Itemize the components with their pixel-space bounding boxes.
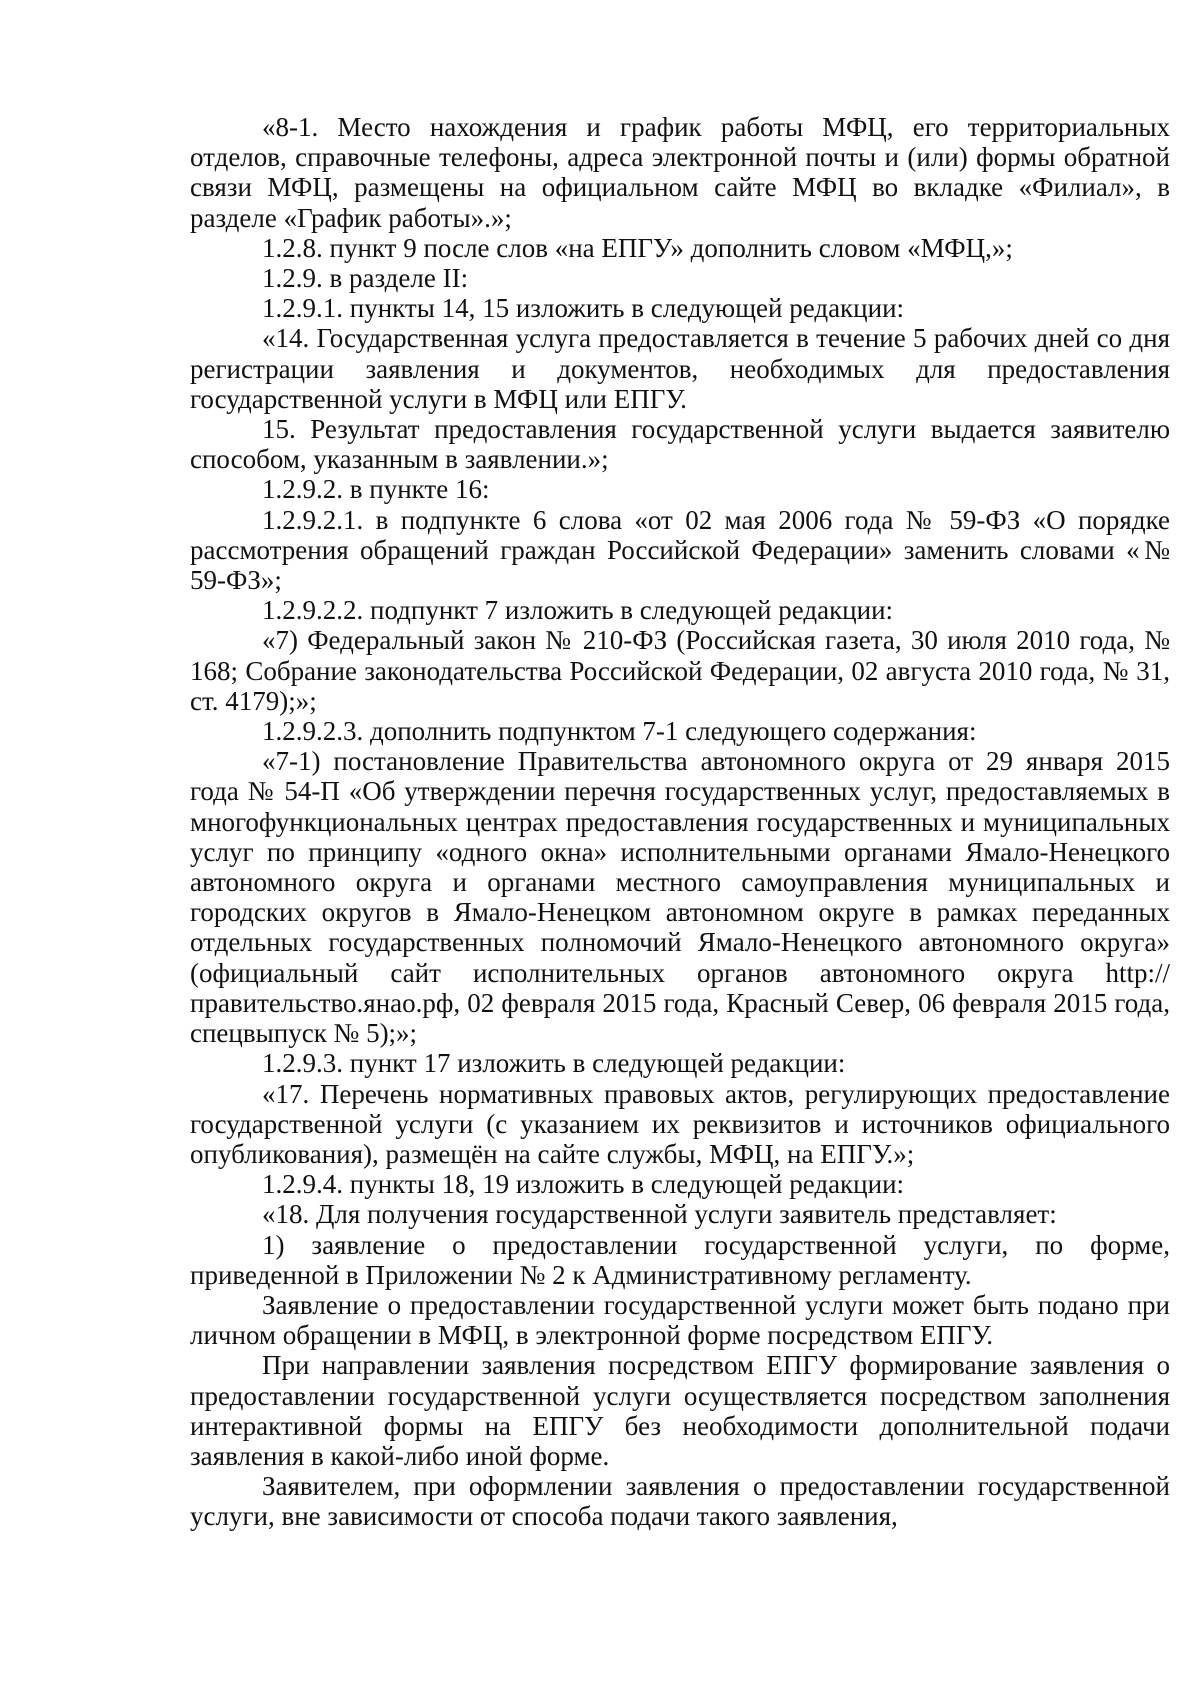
paragraph: «18. Для получения государственной услуги заявитель представляет:: [262, 1199, 1057, 1230]
paragraph: 1.2.9. в разделе II:: [262, 263, 469, 294]
paragraph: «8-1. Место нахождения и график работы МФЦ, его территориальных отделов, справочные телефоны, адреса электронной почты и (или) формы обратной связи МФЦ, размещены на официальном сайте МФЦ во вкладке «Филиал», в разделе «График работы».»;: [190, 112, 1170, 233]
document-page: [190, 112, 1170, 1532]
paragraph: «17. Перечень нормативных правовых актов, регулирующих предоставление государственной услуги (с указанием их реквизитов и источников официального опубликования), размещён на сайте службы, МФЦ, на ЕПГУ.»;: [190, 1078, 1170, 1169]
paragraph: 1.2.9.2.3. дополнить подпунктом 7-1 следующего содержания:: [262, 716, 977, 747]
paragraph: 1.2.9.2. в пункте 16:: [262, 474, 490, 505]
paragraph: 1.2.9.2.2. подпункт 7 изложить в следующей редакции:: [262, 595, 894, 626]
paragraph: 1.2.9.2.1. в подпункте 6 слова «от 02 мая 2006 года № 59-ФЗ «О порядке рассмотрения обращений граждан Российской Федерации» заменить словами «№ 59-ФЗ»;: [190, 504, 1170, 596]
paragraph: При направлении заявления посредством ЕПГУ формирование заявления о предоставлении государственной услуги осуществляется посредством заполнения интерактивной формы на ЕПГУ без необходимости дополнительной подачи заявления в какой-либо иной форме.: [190, 1350, 1170, 1471]
paragraph: 1.2.9.1. пункты 14, 15 изложить в следующей редакции:: [262, 293, 905, 324]
paragraph: 1.2.9.3. пункт 17 изложить в следующей редакции:: [262, 1048, 846, 1079]
paragraph: Заявление о предоставлении государственной услуги может быть подано при личном обращении в МФЦ, в электронной форме посредством ЕПГУ.: [190, 1289, 1170, 1351]
paragraph: «7-1) постановление Правительства автономного округа от 29 января 2015 года № 54-П «Об утверждении перечня государственных услуг, предоставляемых в многофункциональных центрах предоставления государственных и муниципальных услуг по принципу «одного окна» исполнительными органами Ямало-Ненецкого автономного округа и органами местного самоуправления муниципальных и городских округов в Ямало-Ненецком автономном округе в рамках переданных отдельных государственных полномочий Ямало-Ненецкого автономного округа» (официальный сайт исполнительных органов автономного округа http://правительство.янао.рф, 02 февраля 2015 года, Красный Север, 06 февраля 2015 года, спецвыпуск № 5);»;: [190, 746, 1170, 1049]
paragraph: 1.2.8. пункт 9 после слов «на ЕПГУ» дополнить словом «МФЦ,»;: [262, 232, 1013, 263]
paragraph: «14. Государственная услуга предоставляется в течение 5 рабочих дней со дня регистрации заявления и документов, необходимых для предоставления государственной услуги в МФЦ или ЕПГУ.: [190, 323, 1170, 414]
paragraph: Заявителем, при оформлении заявления о предоставлении государственной услуги, вне зависимости от способа подачи такого заявления,: [190, 1471, 1170, 1532]
paragraph: 15. Результат предоставления государственной услуги выдается заявителю способом, указанным в заявлении.»;: [190, 414, 1170, 475]
paragraph: 1) заявление о предоставлении государственной услуги, по форме, приведенной в Приложении № 2 к Административному регламенту.: [190, 1229, 1170, 1290]
paragraph: 1.2.9.4. пункты 18, 19 изложить в следующей редакции:: [262, 1169, 905, 1200]
paragraph: «7) Федеральный закон № 210-ФЗ (Российская газета, 30 июля 2010 года, № 168; Собрание законодательства Российской Федерации, 02 августа 2010 года, № 31, ст. 4179);»;: [190, 625, 1170, 716]
